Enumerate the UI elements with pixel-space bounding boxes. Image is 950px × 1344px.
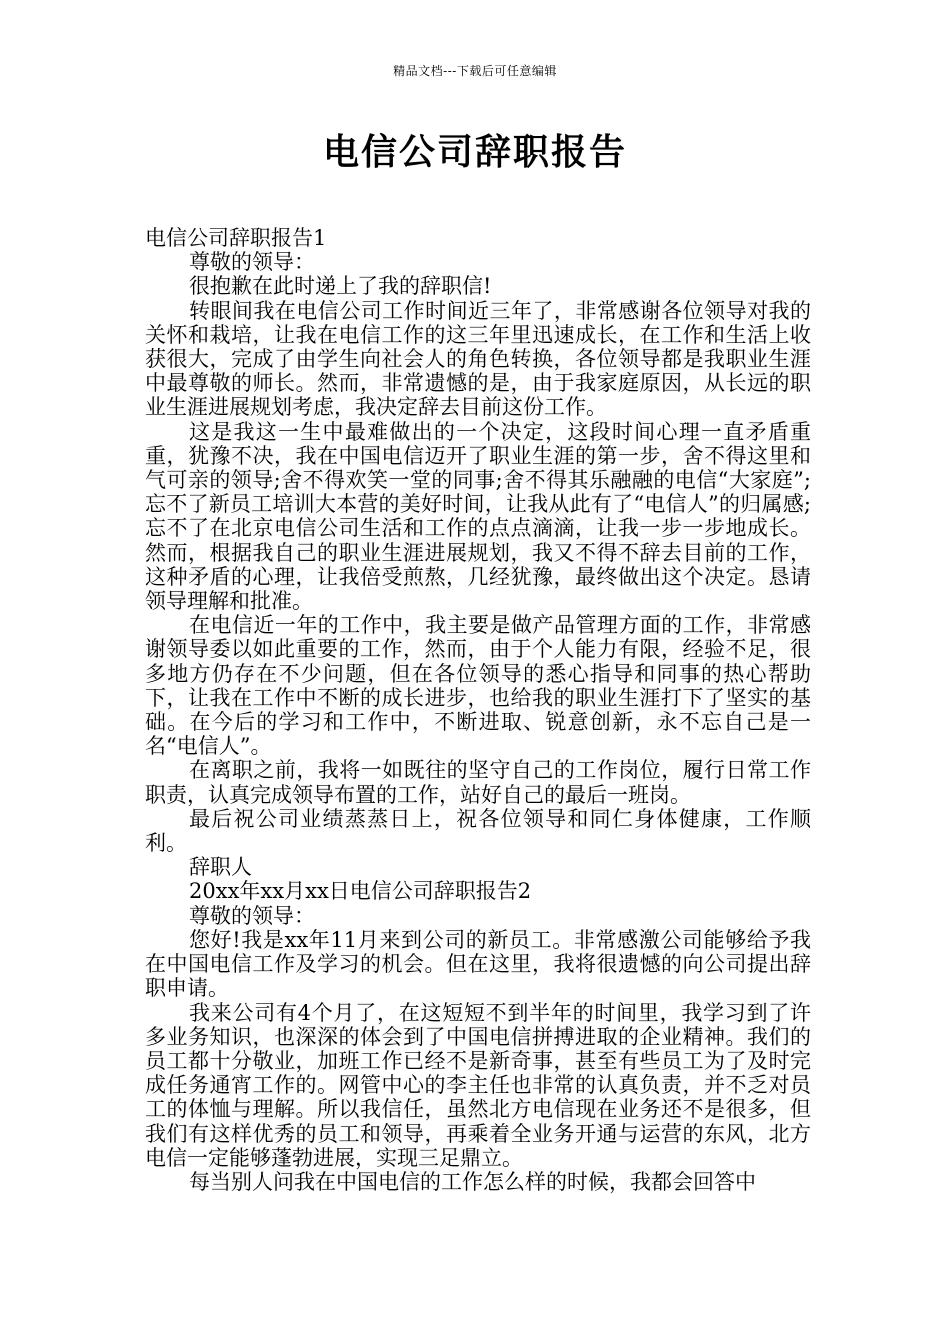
paragraph: 转眼间我在电信公司工作时间近三年了，非常感谢各位领导对我的关怀和栽培，让我在电信工作的这三年里迅速成长，在工作和生活上收获很大，完成了由学生向社会人的角色转换，各位领导都是我职业生涯中最尊敬的师长。然而，非常遗憾的是，由于我家庭原因，从长远的职业生涯进展规划考虑，我决定辞去目前这份工作。 bbox=[145, 298, 811, 420]
paragraph: 最后祝公司业绩蒸蒸日上，祝各位领导和同仁身体健康，工作顺利。 bbox=[145, 806, 811, 856]
paragraph: 我来公司有4个月了，在这短短不到半年的时间里，我学习到了许多业务知识，也深深的体会到了中国电信拼搏进取的企业精神。我们的员工都十分敬业，加班工作已经不是新奇事，甚至有些员工为了及时完成任务通宵工作的。网管中心的李主任也非常的认真负责，并不乏对员工的体恤与理解。所以我信任，虽然北方电信现在业务还不是很多，但我们有这样优秀的员工和领导，再乘着全业务开通与运营的东风，北方电信一定能够蓬勃进展，实现三足鼎立。 bbox=[145, 1000, 811, 1170]
paragraph: 尊敬的领导： bbox=[189, 903, 315, 928]
paragraph: 很抱歉在此时递上了我的辞职信! bbox=[189, 274, 492, 299]
document-body bbox=[145, 226, 811, 1194]
paragraph: 20xx年xx月xx日电信公司辞职报告2 bbox=[189, 879, 532, 904]
header-note: 精品文档---下载后可任意编辑 bbox=[393, 64, 557, 78]
paragraph: 您好!我是xx年11月来到公司的新员工。非常感激公司能够给予我在中国电信工作及学习的机会。但在这里，我将很遗憾的向公司提出辞职申请。 bbox=[145, 927, 811, 1001]
paragraph: 这是我这一生中最难做出的一个决定，这段时间心理一直矛盾重重，犹豫不决，我在中国电信迈开了职业生涯的第一步，舍不得这里和气可亲的领导;舍不得欢笑一堂的同事;舍不得其乐融融的电信“大家庭”;忘不了新员工培训大本营的美好时间，让我从此有了“电信人”的归属感;忘不了在北京电信公司生活和工作的点点滴滴，让我一步一步地成长。然而，根据我自己的职业生涯进展规划，我又不得不辞去目前的工作，这种矛盾的心理，让我倍受煎熬，几经犹豫，最终做出这个决定。恳请领导理解和批准。 bbox=[145, 419, 811, 614]
paragraph: 在离职之前，我将一如既往的坚守自己的工作岗位，履行日常工作职责，认真完成领导布置的工作，站好自己的最后一班岗。 bbox=[145, 758, 811, 807]
document-title: 电信公司辞职报告 bbox=[322, 132, 627, 173]
paragraph: 电信公司辞职报告1 bbox=[145, 226, 327, 250]
paragraph: 尊敬的领导： bbox=[189, 250, 315, 275]
paragraph: 每当别人问我在中国电信的工作怎么样的时候，我都会回答中 bbox=[189, 1169, 756, 1194]
paragraph: 辞职人 bbox=[189, 855, 252, 880]
paragraph: 在电信近一年的工作中，我主要是做产品管理方面的工作，非常感谢领导委以如此重要的工作，然而，由于个人能力有限，经验不足，很多地方仍存在不少问题，但在各位领导的悉心指导和同事的热心帮助下，让我在工作中不断的成长进步，也给我的职业生涯打下了坚实的基础。在今后的学习和工作中，不断进取、锐意创新，永不忘自己是一名“电信人”。 bbox=[145, 613, 811, 759]
